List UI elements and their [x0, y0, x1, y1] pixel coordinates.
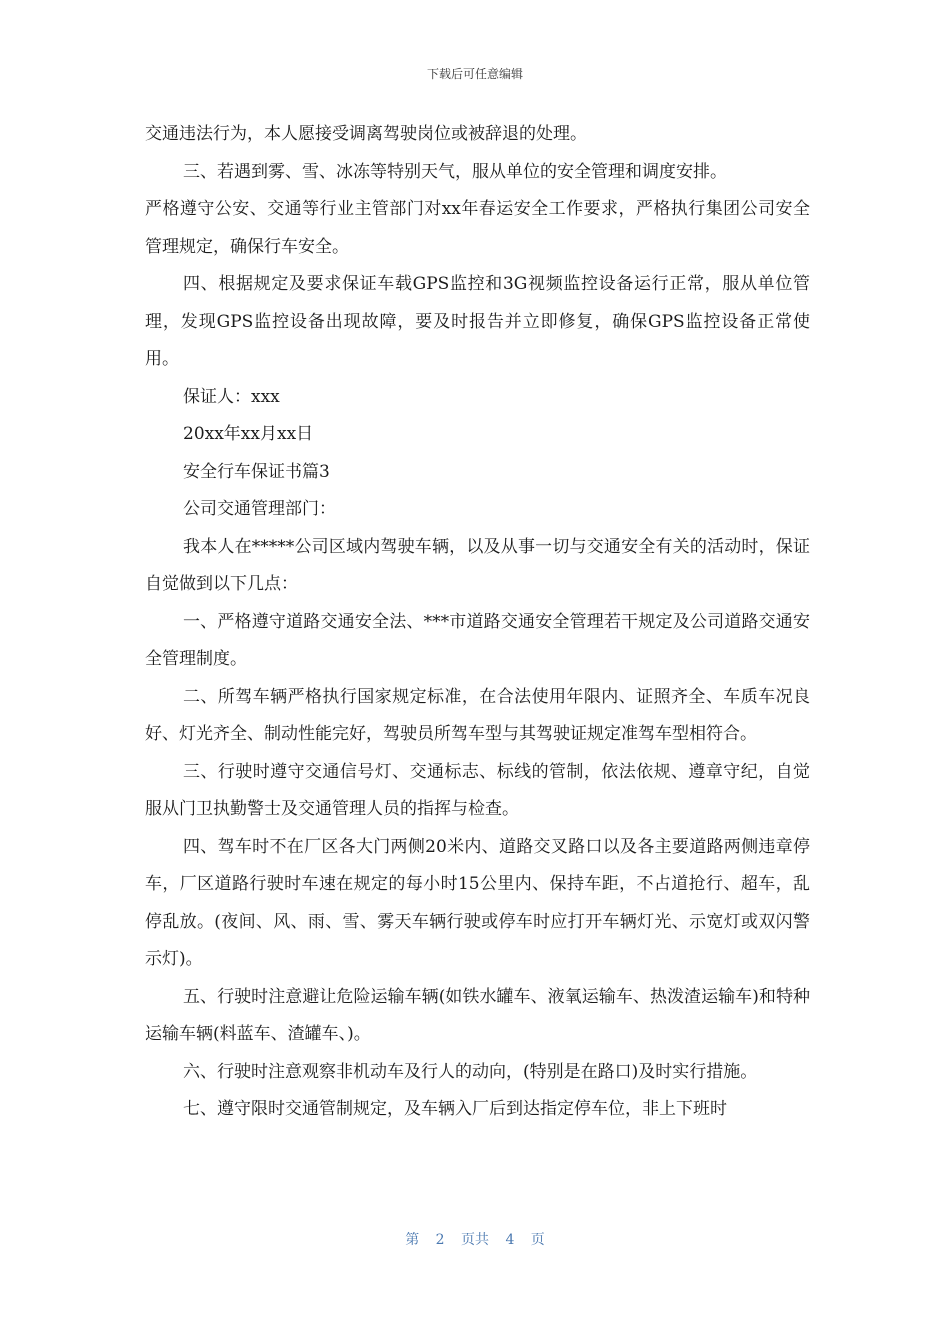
paragraph: 六、行驶时注意观察非机动车及行人的动向，(特别是在路口)及时实行措施。	[183, 1061, 758, 1082]
date-line: 20xx年xx月xx日	[183, 424, 314, 444]
paragraph: 交通违法行为，本人愿接受调离驾驶岗位或被辞退的处理。	[145, 124, 587, 144]
paragraph: 严格遵守公安、交通等行业主管部门对xx年春运安全工作要求，严格执行集团公司安全管理规定，确保行车安全。	[145, 199, 810, 257]
paragraph: 一、严格遵守道路交通安全法、***市道路交通安全管理若干规定及公司道路交通安全管理制度。	[145, 611, 810, 669]
page-number: 第 2 页共 4 页	[405, 1232, 545, 1248]
paragraph: 三、行驶时遵守交通信号灯、交通标志、标线的管制，依法依规、遵章守纪，自觉服从门卫执勤警士及交通管理人员的指挥与检查。	[145, 761, 810, 819]
paragraph: 我本人在*****公司区域内驾驶车辆，以及从事一切与交通安全有关的活动时，保证自觉做到以下几点：	[145, 536, 810, 594]
paragraph: 二、所驾车辆严格执行国家规定标准，在合法使用年限内、证照齐全、车质车况良好、灯光齐全、制动性能完好，驾驶员所驾车型与其驾驶证规定准驾车型相符合。	[145, 686, 810, 744]
addressee: 公司交通管理部门：	[183, 499, 336, 519]
paragraph: 四、根据规定及要求保证车载GPS监控和3G视频监控设备运行正常，服从单位管理，发现GPS监控设备出现故障，要及时报告并立即修复，确保GPS监控设备正常使用。	[145, 274, 810, 369]
signature-line: 保证人：xxx	[183, 386, 280, 407]
section-title: 安全行车保证书篇3	[183, 461, 330, 482]
document-body	[145, 116, 810, 1129]
paragraph: 七、遵守限时交通管制规定，及车辆入厂后到达指定停车位，非上下班时	[183, 1099, 727, 1119]
paragraph: 三、若遇到雾、雪、冰冻等特别天气，服从单位的安全管理和调度安排。	[183, 161, 727, 182]
paragraph: 五、行驶时注意避让危险运输车辆(如铁水罐车、液氧运输车、热泼渣运输车)和特种运输车辆(料蓝车、渣罐车、)。	[145, 986, 810, 1044]
page-header: 下载后可任意编辑	[426, 67, 523, 81]
paragraph: 四、驾车时不在厂区各大门两侧20米内、道路交叉路口以及各主要道路两侧违章停车，厂区道路行驶时车速在规定的每小时15公里内、保持车距，不占道抢行、超车，乱停乱放。(夜间、风、雨、雪、雾天车辆行驶或停车时应打开车辆灯光、示宽灯或双闪警示灯)。	[145, 836, 810, 969]
